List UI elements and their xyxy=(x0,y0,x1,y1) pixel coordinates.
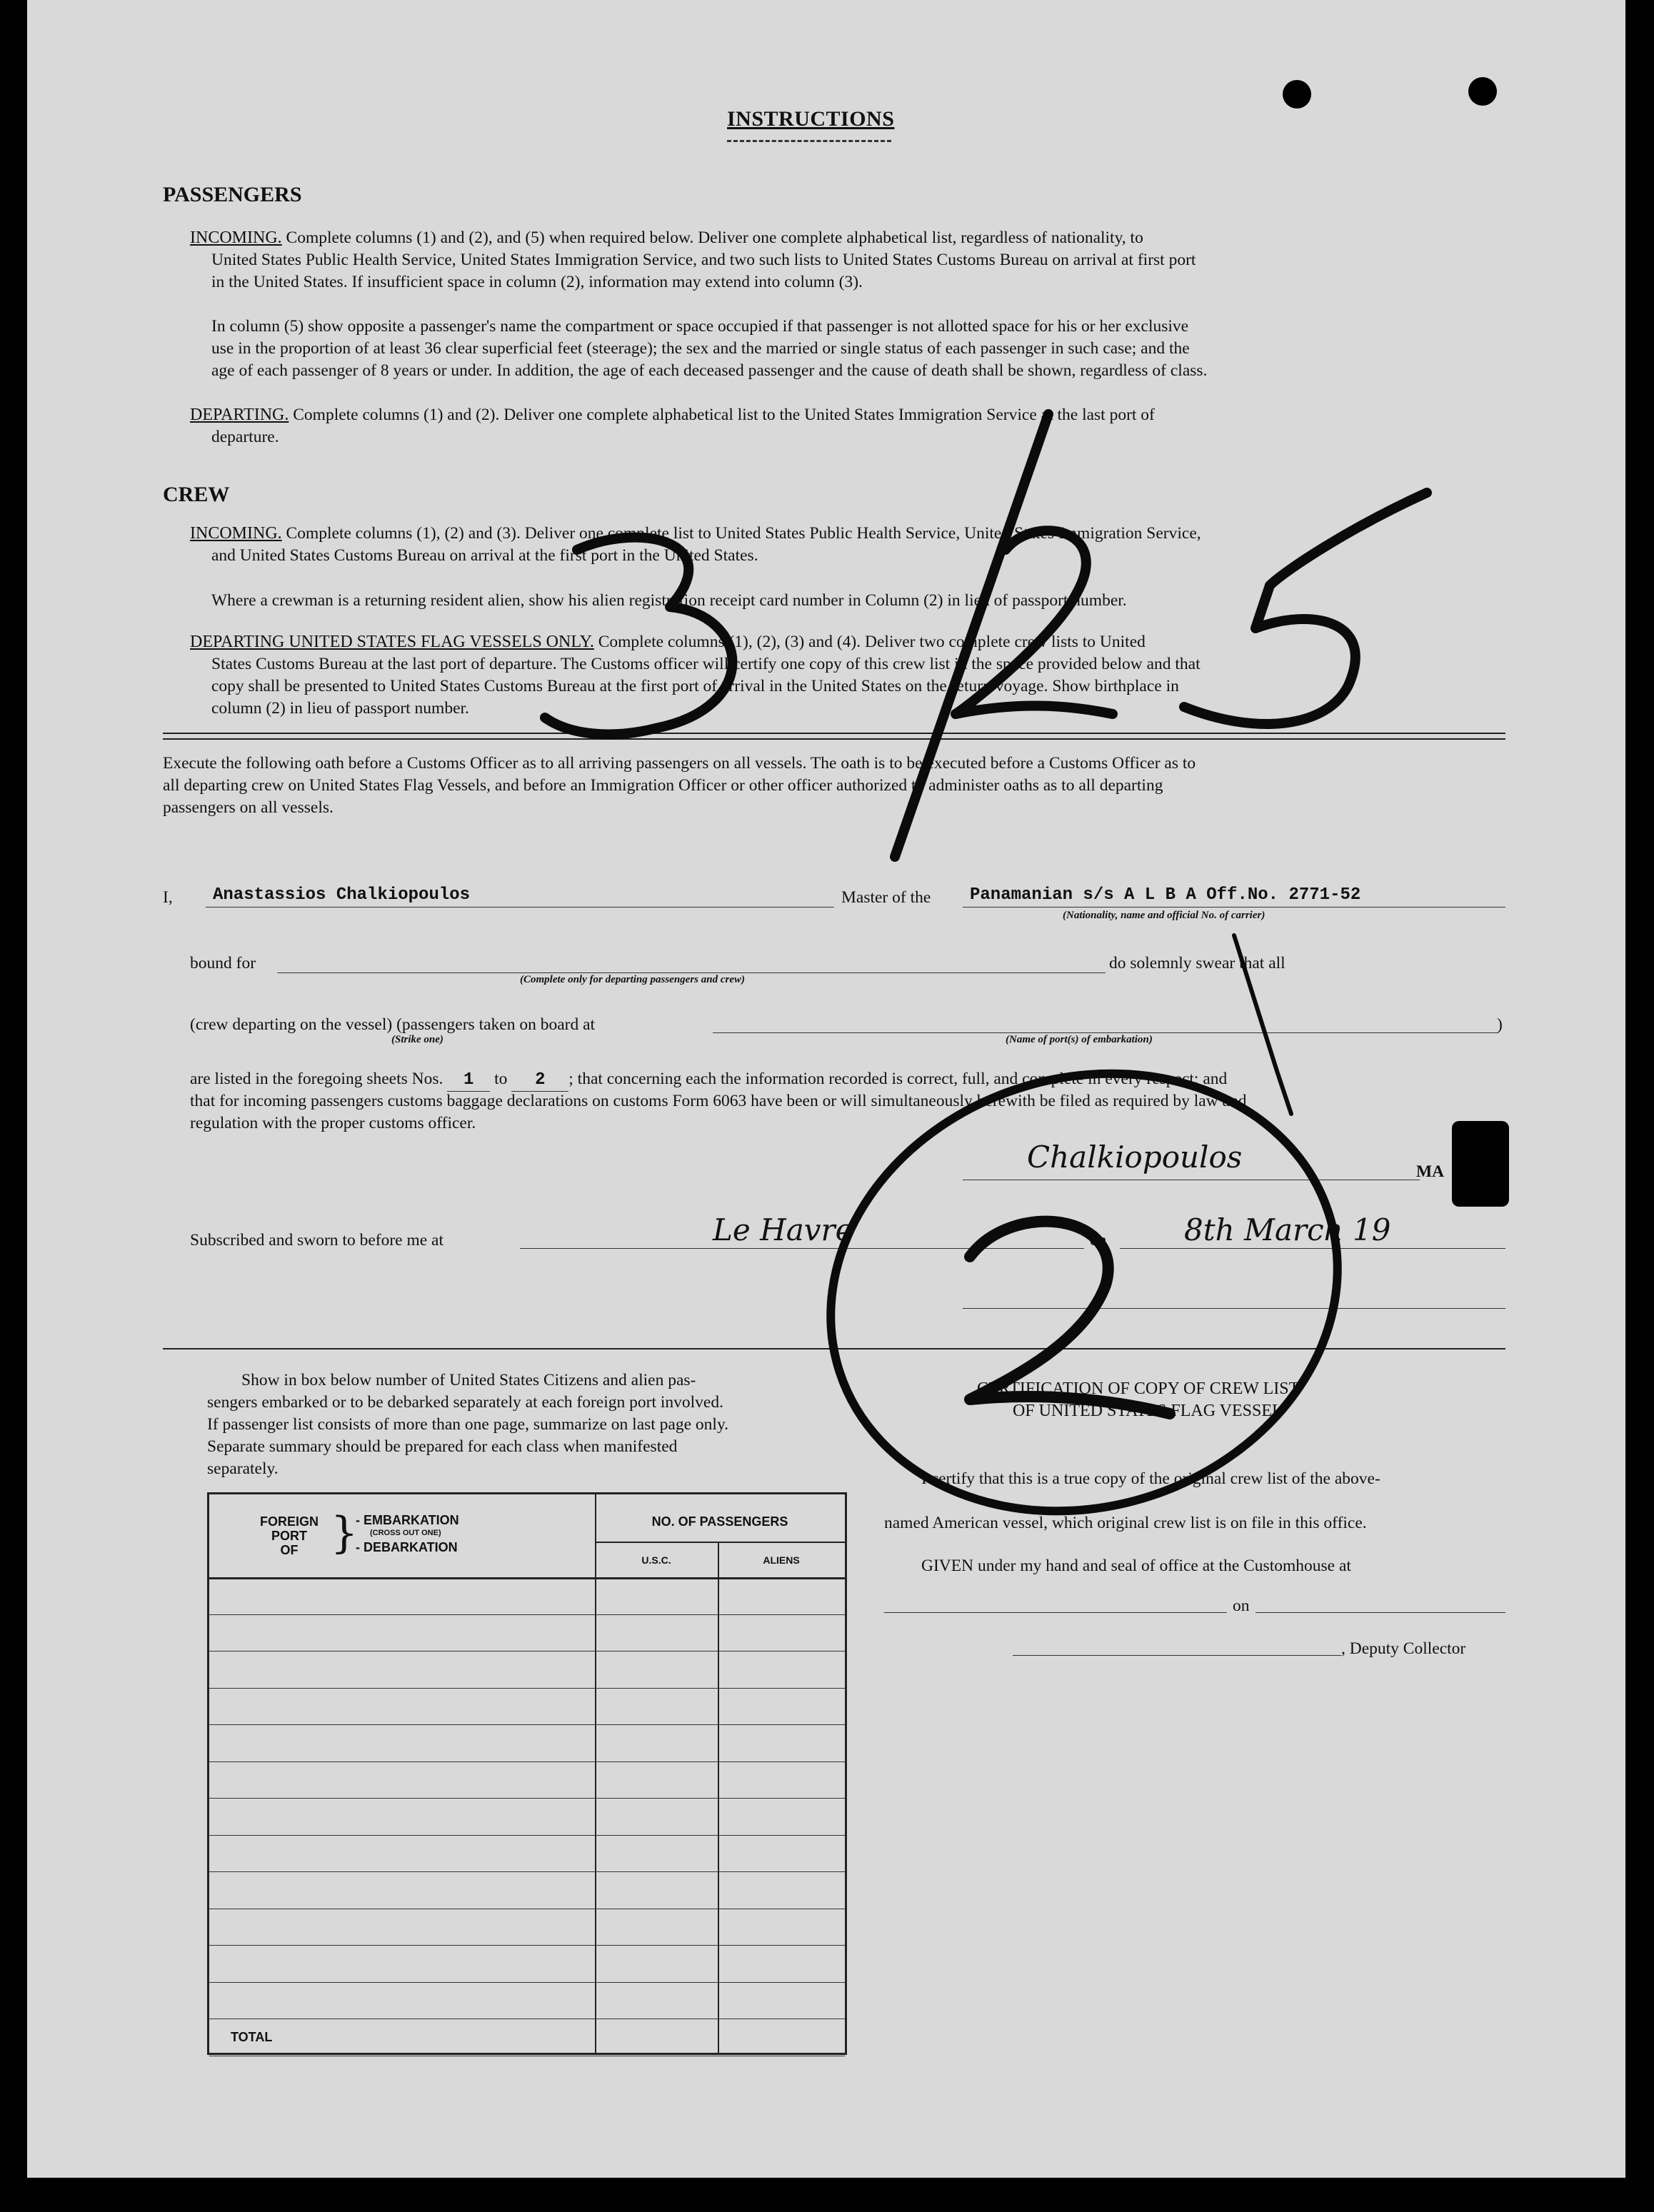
column5-line3: age of each passenger of 8 years or under. In addition, the age of each deceased passenger and the cause of death shall be shown, regardless of class. xyxy=(211,361,1208,380)
oath-intro-line2: all departing crew on United States Flag Vessels, and before an Immigration Officer or other officer authorized to administer oaths as to all departing xyxy=(163,776,1163,795)
master-abbr: MA xyxy=(1416,1162,1445,1181)
master-signature: Chalkiopoulos xyxy=(1027,1140,1243,1175)
master-of-label: Master of the xyxy=(841,888,931,907)
handwritten-circled-2 xyxy=(970,1222,1170,1414)
column5-line1: In column (5) show opposite a passenger's name the compartment or space occupied if that passenger is not allotted space for his or her exclusive xyxy=(211,317,1189,336)
vessel-name: Panamanian s/s A L B A Off.No. 2771-52 xyxy=(970,885,1361,905)
circle-mark xyxy=(773,1009,1395,1575)
sheet-to: 2 xyxy=(511,1069,568,1092)
certification-line1: I certify that this is a true copy of the original crew list of the above- xyxy=(921,1469,1380,1488)
close-paren: ) xyxy=(1497,1015,1503,1034)
handwriting-overlay xyxy=(27,0,1625,2178)
swear-label: do solemnly swear that all xyxy=(1109,954,1285,972)
subscribed-label: Subscribed and sworn to before me at xyxy=(190,1231,444,1250)
certification-line2: named American vessel, which original crew list is on file in this office. xyxy=(884,1514,1367,1532)
certification-title1: CERTIFICATION OF COPY OF CREW LIST xyxy=(977,1379,1300,1398)
embarkation-label: - EMBARKATION xyxy=(356,1513,459,1527)
passengers-heading: PASSENGERS xyxy=(163,183,302,206)
crew-flag-line1: DEPARTING UNITED STATES FLAG VESSELS ONLY. Complete columns (1), (2), (3) and (4). Deliver two complete crew lists to United xyxy=(190,633,1146,651)
summary-note-line5: separately. xyxy=(207,1459,279,1478)
cross-out-label: (CROSS OUT ONE) xyxy=(370,1529,441,1537)
oath-intro-line3: passengers on all vessels. xyxy=(163,798,334,817)
summary-note-line3: If passenger list consists of more than one page, summarize on last page only. xyxy=(207,1415,729,1434)
handwritten-5 xyxy=(1184,493,1427,724)
port-caption: (Name of port(s) of embarkation) xyxy=(1006,1034,1153,1045)
flag-vessels-label: DEPARTING UNITED STATES FLAG VESSELS ONLY. xyxy=(190,633,594,651)
crew-incoming-line1: INCOMING. Complete columns (1), (2) and (3). Deliver one complete list to United States Public Health Service, United States Immigration Service, xyxy=(190,524,1201,543)
complete-only-caption: (Complete only for departing passengers and crew) xyxy=(520,974,745,985)
oath-i-label: I, xyxy=(163,888,173,907)
column5-line2: use in the proportion of at least 36 clear superficial feet (steerage); the sex and the married or single status of each passenger in such case; and the xyxy=(211,339,1190,358)
crew-resident-line: Where a crewman is a returning resident alien, show his alien registration receipt card number in Column (2) in lieu of passport number. xyxy=(211,591,1127,610)
passengers-incoming-line2: United States Public Health Service, United States Immigration Service, and two such lists to United States Customs Bureau on arrival at first port xyxy=(211,251,1196,269)
vessel-caption: (Nationality, name and official No. of carrier) xyxy=(1063,910,1265,921)
departing-label: DEPARTING. xyxy=(190,406,289,424)
crew-heading: CREW xyxy=(163,483,230,506)
passengers-departing-line1: DEPARTING. Complete columns (1) and (2). Deliver one complete alphabetical list to the United States Immigration Service at the last port of xyxy=(190,406,1155,424)
crew-incoming-label: INCOMING. xyxy=(190,524,282,543)
passengers-departing-line2: departure. xyxy=(211,428,279,446)
sworn-date: 8th March 19 xyxy=(1184,1212,1391,1247)
on-label: on xyxy=(1090,1231,1107,1250)
total-label: TOTAL xyxy=(231,2030,273,2044)
passengers-incoming-line1: INCOMING. Complete columns (1) and (2), and (5) when required below. Deliver one complete alphabetical list, regardless of nationality, to xyxy=(190,228,1143,247)
crew-flag-line4: column (2) in lieu of passport number. xyxy=(211,699,469,718)
deputy-collector-label: , Deputy Collector xyxy=(1341,1639,1466,1658)
summary-note-line2: sengers embarked or to be debarked separately at each foreign port involved. xyxy=(207,1393,723,1412)
strike-one-caption: (Strike one) xyxy=(391,1034,443,1045)
oath-line2: that for incoming passengers customs baggage declarations on customs Form 6063 have been or will simultaneously herewith be filed as required by law and xyxy=(190,1092,1247,1110)
debarkation-label: - DEBARKATION xyxy=(356,1540,458,1554)
aliens-header: ALIENS xyxy=(763,1554,800,1566)
crew-departing-label: (crew departing on the vessel) (passengers taken on board at xyxy=(190,1015,596,1034)
no-passengers-header: NO. OF PASSENGERS xyxy=(651,1514,788,1529)
usc-header: U.S.C. xyxy=(641,1554,671,1566)
oath-line3: regulation with the proper customs officer. xyxy=(190,1114,476,1132)
oath-intro-line1: Execute the following oath before a Customs Officer as to all arriving passengers on all vessels. The oath is to be executed before a Customs Officer as to xyxy=(163,754,1196,773)
summary-note-line1: Show in box below number of United States Citizens and alien pas- xyxy=(241,1371,696,1389)
crew-flag-line3: copy shall be presented to United States Customs Bureau at the first port of arrival in the United States on the return voyage. Show birthplace in xyxy=(211,677,1179,695)
crew-flag-line2: States Customs Bureau at the last port of departure. The Customs officer will certify one copy of this crew list in the space provided below and that xyxy=(211,655,1201,673)
summary-note-line4: Separate summary should be prepared for each class when manifested xyxy=(207,1437,678,1456)
bound-for-label: bound for xyxy=(190,954,256,972)
brace-icon: } xyxy=(331,1508,359,1558)
certification-title2: OF UNITED STATES FLAG VESSEL xyxy=(1013,1402,1283,1420)
sheet-from: 1 xyxy=(447,1069,490,1092)
sworn-place: Le Havre xyxy=(713,1212,853,1247)
handwritten-slash xyxy=(895,414,1048,857)
handwritten-3 xyxy=(545,538,733,735)
sheets-line: are listed in the foregoing sheets Nos. 1 to 2 ; that concerning each the information recorded is correct, full, and complete in every respect; and xyxy=(190,1068,1227,1092)
certification-line3: GIVEN under my hand and seal of office at the Customhouse at xyxy=(921,1557,1351,1575)
document-page xyxy=(27,0,1625,2178)
passengers-incoming-line3: in the United States. If insufficient space in column (2), information may extend into column (3). xyxy=(211,273,863,291)
page-title: INSTRUCTIONS xyxy=(727,107,895,131)
incoming-label: INCOMING. xyxy=(190,228,282,247)
master-name: Anastassios Chalkiopoulos xyxy=(213,885,471,905)
arrow-mark xyxy=(1234,935,1291,1114)
crew-incoming-line2: and United States Customs Bureau on arrival at the first port in the United States. xyxy=(211,546,758,565)
certification-on-label: on xyxy=(1233,1597,1250,1615)
foreign-port-header: FOREIGN PORT OF xyxy=(259,1514,319,1557)
